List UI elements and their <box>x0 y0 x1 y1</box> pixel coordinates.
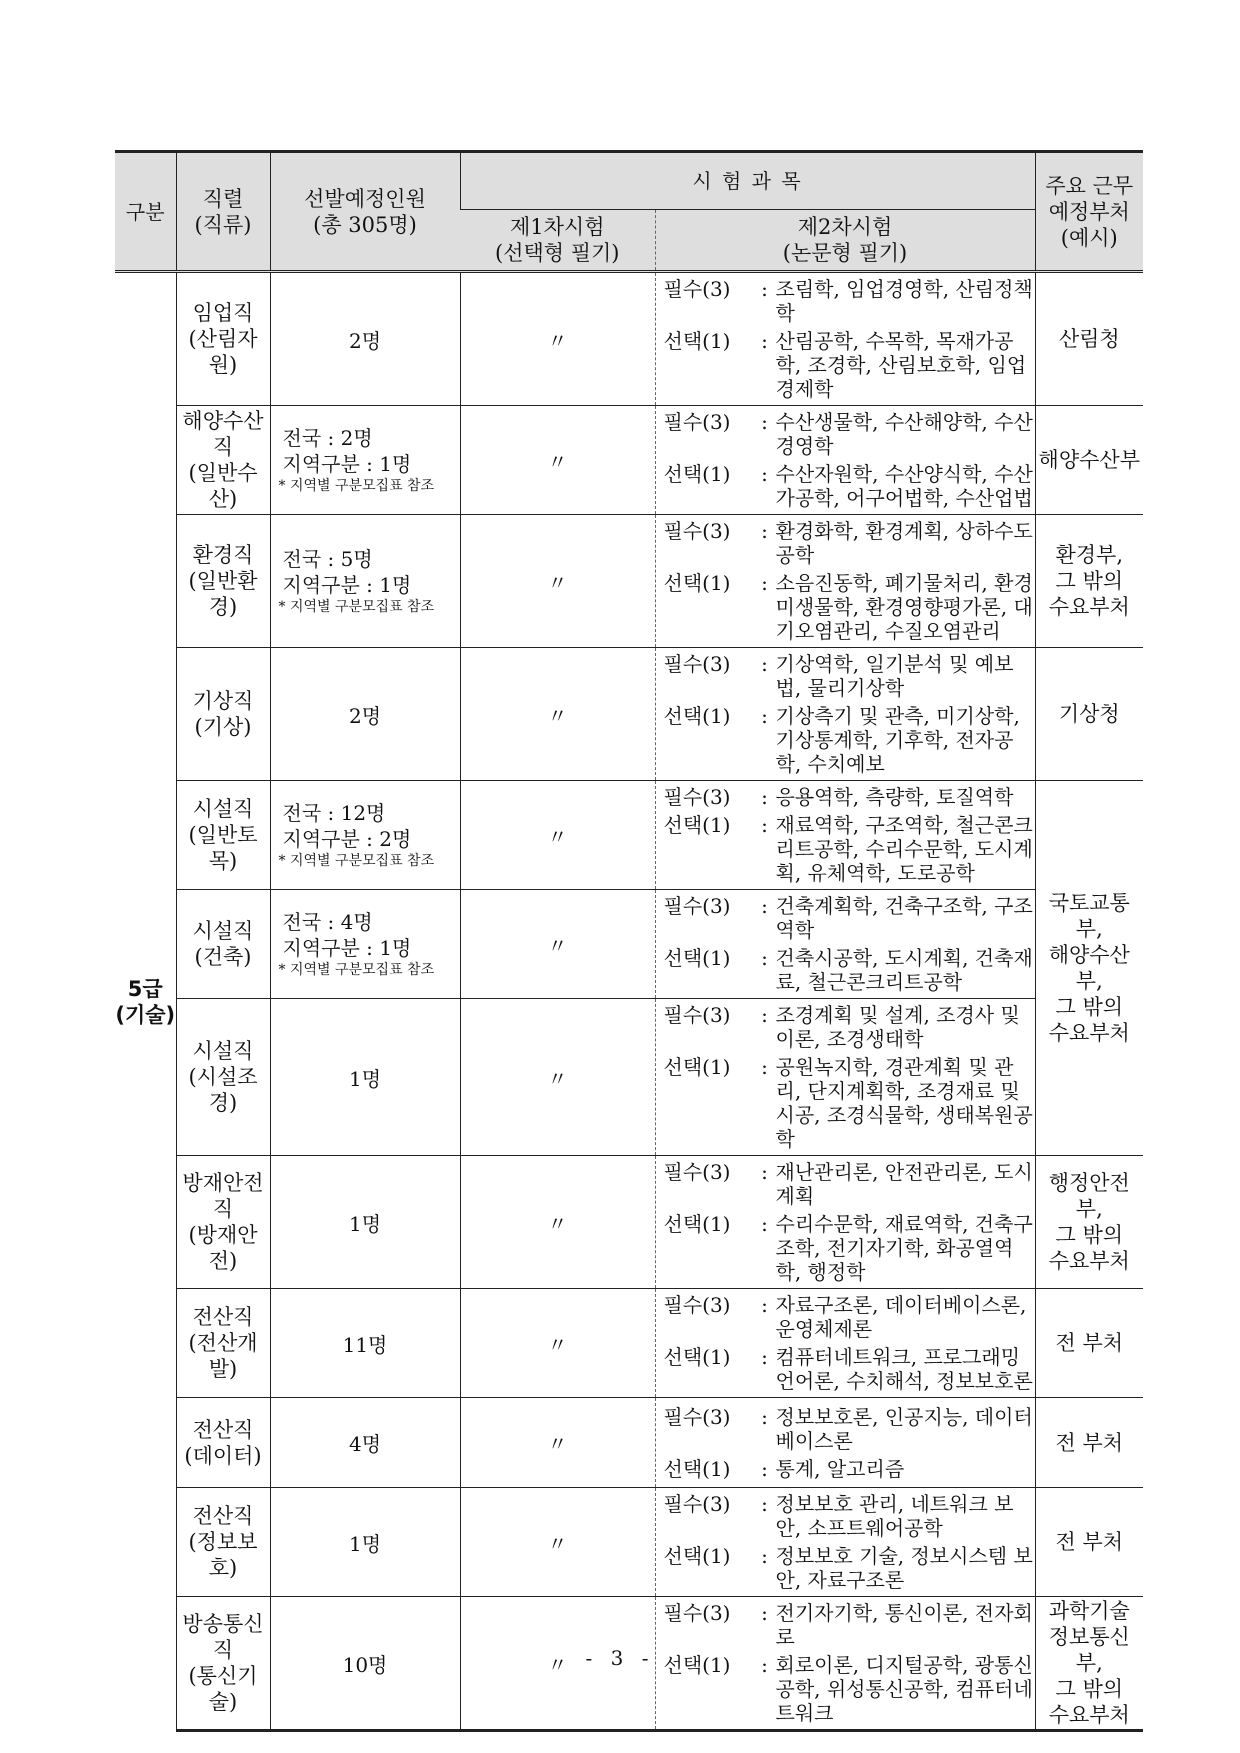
series-cell: 시설직 (일반토목) <box>176 781 270 890</box>
table-row <box>115 1156 1143 1289</box>
first-exam-cell: 〃 <box>460 1488 655 1597</box>
quota-cell: 4명 <box>270 1398 460 1488</box>
recruitment-table <box>115 150 1143 1732</box>
header-department: 주요 근무 예정부처 (예시) <box>1035 152 1143 272</box>
second-exam-cell: 필수(3) : 재난관리론, 안전관리론, 도시계획 선택(1) : 수리수문학, 재료역학, 건축구조학, 전기자기학, 화공열역학, 행정학 <box>655 1156 1035 1289</box>
second-exam-cell: 필수(3) : 정보보호론, 인공지능, 데이터베이스론 선택(1) : 통계, 알고리즘 <box>655 1398 1035 1488</box>
series-cell: 방재안전직 (방재안전) <box>176 1156 270 1289</box>
second-exam-cell: 필수(3) : 정보보호 관리, 네트워크 보안, 소프트웨어공학 선택(1) : 정보보호 기술, 정보시스템 보안, 자료구조론 <box>655 1488 1035 1597</box>
table-row <box>115 648 1143 781</box>
first-exam-cell: 〃 <box>460 999 655 1156</box>
department-cell: 전 부처 <box>1035 1289 1143 1398</box>
series-cell: 시설직 (건축) <box>176 890 270 999</box>
second-exam-cell: 필수(3) : 조림학, 임업경영학, 산림정책학 선택(1) : 산림공학, 수목학, 목재가공학, 조경학, 산림보호학, 임업경제학 <box>655 272 1035 406</box>
department-cell: 전 부처 <box>1035 1488 1143 1597</box>
series-cell: 전산직 (데이터) <box>176 1398 270 1488</box>
recruitment-table-sheet <box>115 150 1143 1732</box>
series-cell: 전산직 (전산개발) <box>176 1289 270 1398</box>
first-exam-cell: 〃 <box>460 890 655 999</box>
first-exam-cell: 〃 <box>460 1156 655 1289</box>
series-cell: 임업직 (산림자원) <box>176 272 270 406</box>
first-exam-cell: 〃 <box>460 781 655 890</box>
department-cell: 과학기술 정보통신부, 그 밖의 수요부처 <box>1035 1597 1143 1731</box>
first-exam-cell: 〃 <box>460 272 655 406</box>
series-cell: 방송통신직 (통신기술) <box>176 1597 270 1731</box>
series-cell: 해양수산직 (일반수산) <box>176 406 270 515</box>
second-exam-cell: 필수(3) : 환경화학, 환경계획, 상하수도공학 선택(1) : 소음진동학, 폐기물처리, 환경미생물학, 환경영향평가론, 대기오염관리, 수질오염관리 <box>655 515 1035 648</box>
department-cell: 전 부처 <box>1035 1398 1143 1488</box>
quota-cell: 1명 <box>270 999 460 1156</box>
first-exam-cell: 〃 <box>460 515 655 648</box>
second-exam-cell: 필수(3) : 기상역학, 일기분석 및 예보법, 물리기상학 선택(1) : 기상측기 및 관측, 미기상학, 기상통계학, 기후학, 전자공학, 수치예보 <box>655 648 1035 781</box>
quota-cell: 1명 <box>270 1156 460 1289</box>
table-row <box>115 406 1143 515</box>
department-cell: 산림청 <box>1035 272 1143 406</box>
quota-cell: 전국 : 5명 지역구분 : 1명 * 지역별 구분모집표 참조 <box>270 515 460 648</box>
department-cell: 환경부, 그 밖의 수요부처 <box>1035 515 1143 648</box>
second-exam-cell: 필수(3) : 응용역학, 측량학, 토질역학 선택(1) : 재료역학, 구조역학, 철근콘크리트공학, 수리수문학, 도시계획, 유체역학, 도로공학 <box>655 781 1035 890</box>
table-row <box>115 1398 1143 1488</box>
series-cell: 전산직 (정보보호) <box>176 1488 270 1597</box>
header-series: 직렬 (직류) <box>176 152 270 272</box>
department-cell: 국토교통부, 해양수산부, 그 밖의 수요부처 <box>1035 781 1143 1156</box>
recruitment-table-body <box>115 272 1143 1731</box>
department-cell: 기상청 <box>1035 648 1143 781</box>
table-row <box>115 272 1143 406</box>
quota-cell: 전국 : 4명 지역구분 : 1명 * 지역별 구분모집표 참조 <box>270 890 460 999</box>
first-exam-cell: 〃 <box>460 1597 655 1731</box>
series-cell: 시설직 (시설조경) <box>176 999 270 1156</box>
quota-cell: 1명 <box>270 1488 460 1597</box>
second-exam-cell: 필수(3) : 조경계획 및 설계, 조경사 및 이론, 조경생태학 선택(1) : 공원녹지학, 경관계획 및 관리, 단지계획학, 조경재료 및 시공, 조경식물학, 생태복원공학 <box>655 999 1035 1156</box>
first-exam-cell: 〃 <box>460 406 655 515</box>
table-row <box>115 515 1143 648</box>
second-exam-cell: 필수(3) : 건축계획학, 건축구조학, 구조역학 선택(1) : 건축시공학, 도시계획, 건축재료, 철근콘크리트공학 <box>655 890 1035 999</box>
quota-cell: 전국 : 12명 지역구분 : 2명 * 지역별 구분모집표 참조 <box>270 781 460 890</box>
table-row <box>115 1488 1143 1597</box>
table-row <box>115 1289 1143 1398</box>
first-exam-cell: 〃 <box>460 648 655 781</box>
quota-cell: 2명 <box>270 272 460 406</box>
second-exam-cell: 필수(3) : 수산생물학, 수산해양학, 수산경영학 선택(1) : 수산자원학, 수산양식학, 수산가공학, 어구어법학, 수산업법 <box>655 406 1035 515</box>
second-exam-cell: 필수(3) : 자료구조론, 데이터베이스론, 운영체제론 선택(1) : 컴퓨터네트워크, 프로그래밍언어론, 수치해석, 정보보호론 <box>655 1289 1035 1398</box>
header-first-exam: 제1차시험 (선택형 필기) <box>460 210 655 272</box>
table-row <box>115 781 1143 890</box>
second-exam-cell: 필수(3) : 전기자기학, 통신이론, 전자회로 선택(1) : 회로이론, 디지털공학, 광통신공학, 위성통신공학, 컴퓨터네트워크 <box>655 1597 1035 1731</box>
first-exam-cell: 〃 <box>460 1289 655 1398</box>
quota-cell: 2명 <box>270 648 460 781</box>
quota-cell: 11명 <box>270 1289 460 1398</box>
table-row <box>115 999 1143 1156</box>
page-number: - 3 - <box>585 1646 655 1670</box>
header-second-exam: 제2차시험 (논문형 필기) <box>655 210 1035 272</box>
quota-cell: 10명 <box>270 1597 460 1731</box>
header-exam-subjects: 시 험 과 목 <box>460 152 1035 210</box>
quota-cell: 전국 : 2명 지역구분 : 1명 * 지역별 구분모집표 참조 <box>270 406 460 515</box>
header-quota: 선발예정인원 (총 305명) <box>270 152 460 272</box>
table-row <box>115 890 1143 999</box>
series-cell: 환경직 (일반환경) <box>176 515 270 648</box>
category-cell: 5급 (기술) <box>115 976 176 1027</box>
first-exam-cell: 〃 <box>460 1398 655 1488</box>
series-cell: 기상직 (기상) <box>176 648 270 781</box>
header-category: 구분 <box>115 152 176 272</box>
department-cell: 해양수산부 <box>1035 406 1143 515</box>
department-cell: 행정안전부, 그 밖의 수요부처 <box>1035 1156 1143 1289</box>
